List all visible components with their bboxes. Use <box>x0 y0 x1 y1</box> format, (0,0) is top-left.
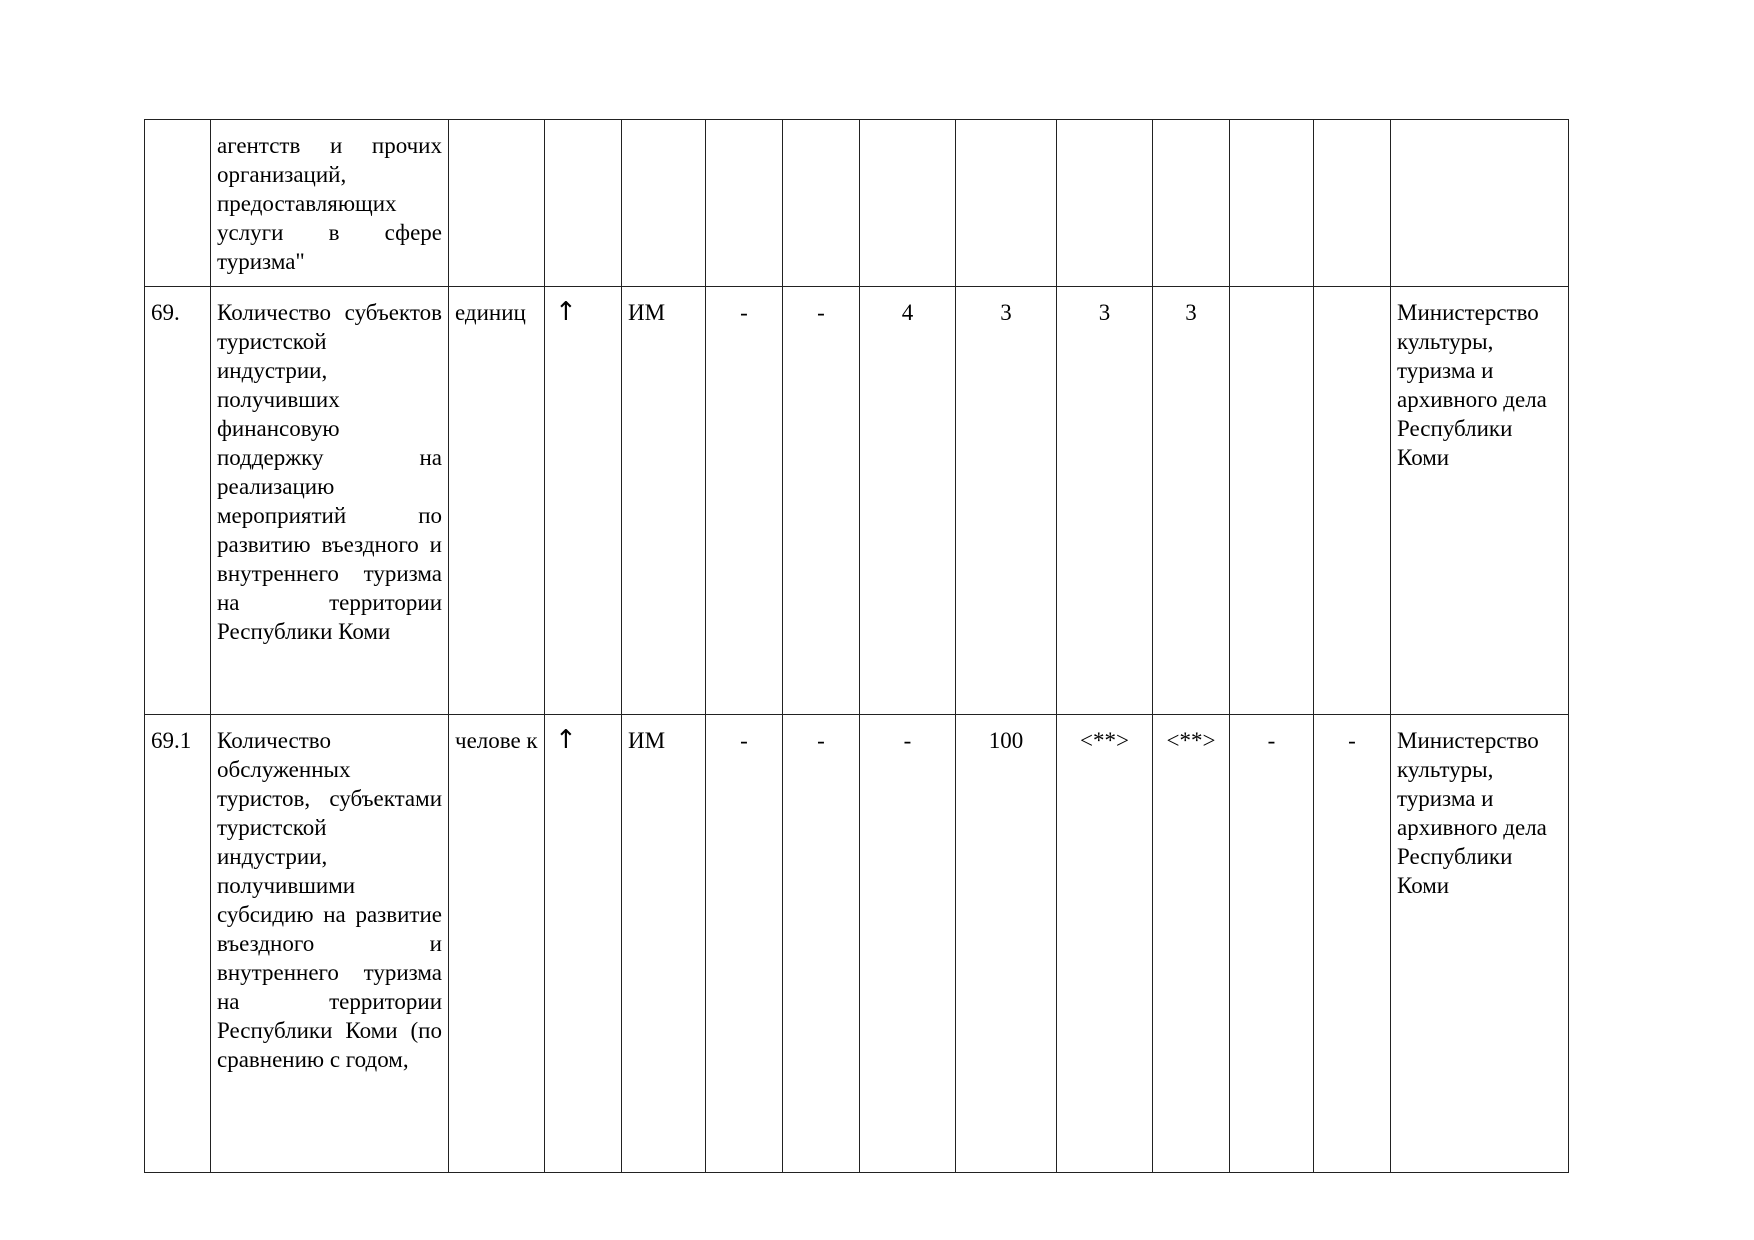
value-cell <box>1230 120 1314 287</box>
value-cell: - <box>706 715 783 1173</box>
table-row-continuation <box>145 120 1569 287</box>
row-number: 69. <box>145 287 211 715</box>
responsible-cell: Министерство культуры, туризма и архивного дела Республики Коми <box>1391 287 1569 715</box>
value-cell <box>956 120 1057 287</box>
value-cell: - <box>1230 715 1314 1173</box>
arrow-up-icon: ↑ <box>555 725 577 755</box>
value-cell: - <box>860 715 956 1173</box>
table-row-69-1 <box>145 715 1569 1173</box>
unit-cell: челове к <box>449 715 545 1173</box>
indicator-name: Количество обслуженных туристов, субъектами туристской индустрии, получившими субсидию на развитие въездного и внутреннего туризма на территории Республики Коми (по сравнению с годом, <box>211 715 449 1173</box>
responsible-cell: Министерство культуры, туризма и архивного дела Республики Коми <box>1391 715 1569 1173</box>
trend-cell <box>545 715 622 1173</box>
value-cell <box>1057 120 1153 287</box>
source-cell: ИМ <box>622 715 706 1173</box>
value-cell: 3 <box>1153 287 1230 715</box>
row-number <box>145 120 211 287</box>
unit-cell: единиц <box>449 287 545 715</box>
indicators-table <box>144 119 1569 1173</box>
value-cell <box>1153 120 1230 287</box>
responsible-cell <box>1391 120 1569 287</box>
value-cell: <**> <box>1057 715 1153 1173</box>
source-cell <box>622 120 706 287</box>
arrow-up-icon: ↑ <box>555 297 577 327</box>
value-cell: 3 <box>1057 287 1153 715</box>
value-cell: - <box>706 287 783 715</box>
value-cell <box>706 120 783 287</box>
value-cell: - <box>783 287 860 715</box>
trend-cell <box>545 120 622 287</box>
value-cell <box>783 120 860 287</box>
value-cell <box>1314 120 1391 287</box>
value-cell <box>1314 287 1391 715</box>
source-cell: ИМ <box>622 287 706 715</box>
value-cell: 3 <box>956 287 1057 715</box>
value-cell <box>860 120 956 287</box>
unit-cell <box>449 120 545 287</box>
trend-cell <box>545 287 622 715</box>
indicator-name: Количество субъектов туристской индустрии, получивших финансовую поддержку на реализацию мероприятий по развитию въездного и внутреннего туризма на территории Республики Коми <box>211 287 449 715</box>
value-cell <box>1230 287 1314 715</box>
value-cell: - <box>783 715 860 1173</box>
table-row-69 <box>145 287 1569 715</box>
value-cell: 4 <box>860 287 956 715</box>
value-cell: <**> <box>1153 715 1230 1173</box>
indicator-name: агентств и прочих организаций, предоставляющих услуги в сфере туризма" <box>211 120 449 287</box>
row-number: 69.1 <box>145 715 211 1173</box>
value-cell: - <box>1314 715 1391 1173</box>
value-cell: 100 <box>956 715 1057 1173</box>
